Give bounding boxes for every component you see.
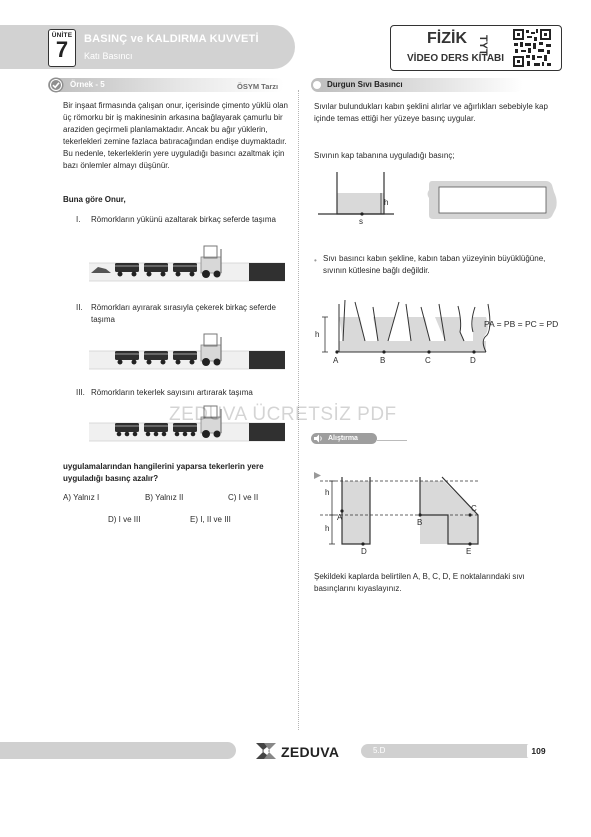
bullet-text: Sıvı basıncı kabın şekline, kabın taban yüzeyinin büyüklüğüne, sıvının kütlesine bağlı değildir.: [323, 254, 546, 276]
question-prompt: uygulamalarından hangilerini yaparsa tekerlerin yere uyguladığı basınç azalır?: [63, 462, 264, 484]
book-title: VİDEO DERS KİTABI: [407, 53, 505, 64]
answer-e[interactable]: E) I, II ve III: [190, 515, 231, 524]
option-numeral: I.: [76, 215, 81, 224]
answer-a[interactable]: A) Yalnız I: [63, 493, 100, 502]
truck-illustration-i: [89, 243, 285, 289]
zeduva-logo-icon: [256, 741, 276, 761]
unit-badge: [48, 29, 76, 67]
truck-illustration-ii: [89, 331, 285, 377]
chapter-subtitle: Katı Basıncı: [84, 51, 133, 61]
intro-text: Sıvılar bulundukları kabın şeklini alırlar ve ağırlıkları sebebiyle kap içinde temas ettiği her yüzeye basınç uygular.: [314, 102, 548, 124]
chapter-title: BASINÇ ve KALDIRMA KUVVETİ: [84, 33, 259, 45]
option-iii: [76, 387, 291, 401]
page-number: 109: [527, 744, 550, 758]
option-text: Römorkları ayırarak sırasıyla çekerek birkaç seferde taşıma: [91, 303, 276, 325]
check-icon: [48, 77, 64, 93]
pressure-equation: PA = PB = PC = PD: [484, 319, 559, 329]
qr-code-icon[interactable]: [512, 28, 552, 68]
exercise-text: Şekildeki kaplarda belirtilen A, B, C, D, E noktalarındaki sıvı basınçlarını kıyaslayınız.: [314, 572, 525, 594]
option-ii: [76, 302, 291, 328]
lead-in: Buna göre Onur,: [63, 195, 126, 204]
point-b-label: B: [380, 356, 386, 365]
option-text: Römorkların tekerlek sayısını artırarak taşıma: [91, 388, 253, 397]
book-subject: FİZİK: [427, 30, 467, 47]
fig3-point-a: A: [337, 513, 343, 522]
fig3-point-e: E: [466, 547, 472, 556]
footer-brand: ZEDUVA: [281, 744, 340, 760]
answer-b[interactable]: B) Yalnız II: [145, 493, 184, 502]
fig1-h-label: h: [384, 198, 389, 207]
fig1-s-label: s: [359, 217, 363, 226]
section-title: Durgun Sıvı Basıncı: [327, 80, 403, 89]
question-stem: Bir inşaat firmasında çalışan onur, içerisinde çimento yüklü olan üç römorku bir iş makinesinin arkasına bağlayarak çamurlu bir araziden geçirmeli planlamaktadır. Ancak bu ağır yüklerin, tekerlekleri zemine fazlaca batıracağından endişe duymaktadır. Bu nedenle, tekerleklerin yere uyguladığı basıncı azaltmak için bazı önlemler almayı düşünür.: [63, 101, 288, 171]
formula-box: [426, 178, 558, 222]
container-figure: [318, 168, 394, 228]
footer-band-left: [0, 742, 236, 759]
option-numeral: II.: [76, 303, 83, 312]
exercise-header-line: [377, 440, 407, 441]
book-badge: [390, 25, 562, 71]
fig3-point-d: D: [361, 547, 367, 556]
exercise-figure: [320, 472, 510, 554]
base-pressure-label: Sıvının kap tabanına uyguladığı basınç;: [314, 151, 455, 160]
footer-band-right: [361, 744, 547, 758]
example-label: Örnek - 5: [70, 80, 105, 89]
fig2-h-label: h: [315, 330, 320, 339]
fig3-point-b: B: [417, 518, 423, 527]
unit-number: 7: [55, 37, 69, 62]
option-i: [76, 214, 291, 240]
book-exam: TYT: [477, 35, 489, 56]
point-a-label: A: [333, 356, 339, 365]
vessels-figure: [315, 292, 497, 358]
speaker-icon: [314, 434, 324, 443]
point-d-label: D: [470, 356, 476, 365]
answer-c[interactable]: C) I ve II: [228, 493, 259, 502]
option-numeral: III.: [76, 388, 85, 397]
fig3-h-bottom-label: h: [325, 524, 330, 533]
exercise-label: Alıştırma: [328, 435, 358, 442]
bullet-icon: •: [314, 256, 317, 265]
example-style: ÖSYM Tarzı: [237, 82, 279, 91]
point-c-label: C: [425, 356, 431, 365]
answer-d[interactable]: D) I ve III: [108, 515, 141, 524]
watermark: ZEDUVA ÜCRETSİZ PDF: [169, 404, 397, 425]
bullet-dot-icon: [313, 81, 321, 89]
fig3-h-top-label: h: [325, 488, 330, 497]
fig3-point-c: C: [471, 504, 477, 513]
unit-label: ÜNİTE: [51, 32, 73, 39]
header-band: [0, 25, 295, 69]
option-text: Römorkların yükünü azaltarak birkaç seferde taşıma: [91, 215, 276, 224]
footer-code: 5.D: [373, 746, 386, 755]
